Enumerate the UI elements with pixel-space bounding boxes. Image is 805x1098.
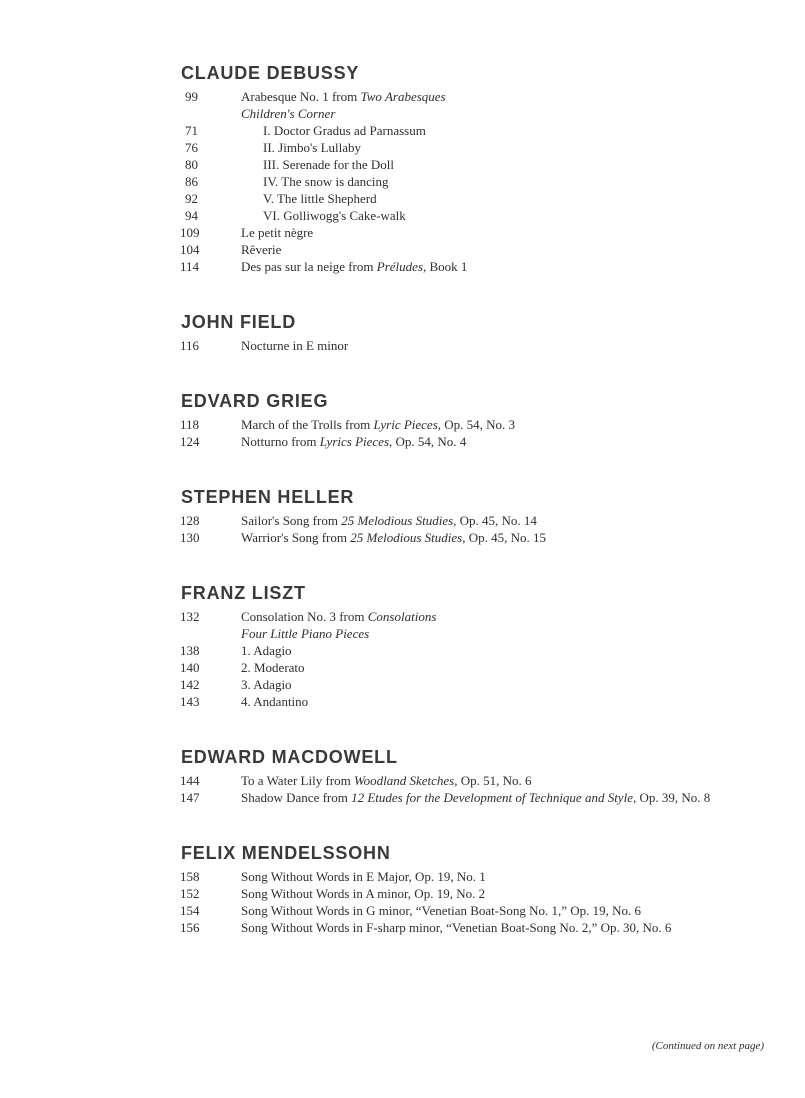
title-segment: I. Doctor Gradus ad Parnassum bbox=[263, 123, 426, 138]
page-number: 76 bbox=[185, 140, 198, 155]
title-italic-segment: Préludes bbox=[376, 259, 423, 274]
toc-entry bbox=[180, 156, 775, 173]
page-number: 71 bbox=[185, 123, 198, 138]
toc-entry bbox=[180, 337, 775, 354]
composer-section bbox=[180, 488, 775, 546]
title-segment: Song Without Words in A minor, Op. 19, No. 2 bbox=[241, 886, 486, 901]
piece-title bbox=[241, 919, 671, 936]
toc-entry bbox=[180, 642, 775, 659]
page-number: 99 bbox=[185, 89, 198, 104]
piece-title bbox=[241, 659, 305, 676]
page-number: 142 bbox=[180, 677, 200, 692]
toc-entry bbox=[180, 885, 775, 902]
piece-title bbox=[263, 156, 394, 173]
piece-title bbox=[241, 241, 281, 258]
piece-title bbox=[241, 608, 436, 625]
toc-entry bbox=[180, 190, 775, 207]
title-segment: , Op. 45, No. 14 bbox=[453, 513, 537, 528]
title-segment: Le petit nègre bbox=[241, 225, 314, 240]
title-segment: Nocturne in E minor bbox=[241, 338, 349, 353]
page-number: 158 bbox=[180, 869, 200, 884]
title-segment: , Op. 51, No. 6 bbox=[454, 773, 532, 788]
title-italic-segment: 25 Melodious Studies bbox=[350, 530, 463, 545]
title-segment: V. The little Shepherd bbox=[263, 191, 377, 206]
composer-section bbox=[180, 584, 775, 710]
page-number: 128 bbox=[180, 513, 200, 528]
title-segment: Arabesque No. 1 from bbox=[241, 89, 361, 104]
toc-entry bbox=[180, 512, 775, 529]
title-segment: 1. Adagio bbox=[241, 643, 292, 658]
page-number: 104 bbox=[180, 242, 200, 257]
title-segment: , Op. 54, No. 3 bbox=[437, 417, 516, 432]
title-segment: 2. Moderato bbox=[241, 660, 305, 675]
toc-entry bbox=[180, 659, 775, 676]
piece-title bbox=[241, 105, 335, 122]
toc-entry bbox=[180, 676, 775, 693]
continued-note: (Continued on next page) bbox=[651, 1040, 764, 1052]
piece-title bbox=[241, 512, 537, 529]
piece-title bbox=[241, 676, 292, 693]
title-italic-segment: Two Arabesques bbox=[360, 89, 446, 104]
piece-title bbox=[241, 224, 313, 241]
toc-entry bbox=[180, 693, 775, 710]
piece-title bbox=[241, 258, 467, 275]
page-number: 130 bbox=[180, 530, 200, 545]
toc-entry bbox=[180, 241, 775, 258]
piece-title bbox=[241, 433, 466, 450]
page-number: 109 bbox=[180, 225, 200, 240]
piece-title bbox=[263, 139, 361, 156]
piece-title bbox=[241, 885, 485, 902]
piece-title bbox=[241, 416, 515, 433]
toc-entry bbox=[180, 105, 775, 122]
title-segment: , Op. 54, No. 4 bbox=[389, 434, 467, 449]
title-segment: VI. Golliwogg's Cake-walk bbox=[263, 208, 406, 223]
composer-section bbox=[180, 392, 775, 450]
composer-heading: FRANZ LISZT bbox=[181, 583, 306, 603]
page-number: 138 bbox=[180, 643, 200, 658]
title-italic-segment: 12 Etudes for the Development of Technique and Style bbox=[351, 790, 633, 805]
toc-entry bbox=[180, 529, 775, 546]
piece-title bbox=[241, 868, 486, 885]
title-italic-segment: Woodland Sketches bbox=[353, 773, 455, 788]
title-segment: Rêverie bbox=[241, 242, 282, 257]
title-segment: Sailor's Song from bbox=[241, 513, 342, 528]
piece-title bbox=[263, 190, 377, 207]
composer-heading: CLAUDE DEBUSSY bbox=[181, 63, 360, 83]
piece-title bbox=[241, 529, 546, 546]
title-segment: Warrior's Song from bbox=[241, 530, 351, 545]
piece-title bbox=[241, 88, 446, 105]
composer-heading: EDVARD GRIEG bbox=[181, 391, 329, 411]
page-number: 86 bbox=[185, 174, 198, 189]
piece-title bbox=[263, 173, 389, 190]
title-segment: , Book 1 bbox=[422, 259, 468, 274]
title-italic-segment: Consolations bbox=[367, 609, 437, 624]
title-italic-segment: 25 Melodious Studies bbox=[341, 513, 454, 528]
composer-heading: STEPHEN HELLER bbox=[181, 487, 355, 507]
title-italic-segment: Children's Corner bbox=[241, 106, 336, 121]
title-segment: IV. The snow is dancing bbox=[263, 174, 389, 189]
page-number: 140 bbox=[180, 660, 200, 675]
toc-entry bbox=[180, 224, 775, 241]
page-number: 154 bbox=[180, 903, 200, 918]
piece-title bbox=[263, 207, 406, 224]
title-italic-segment: Four Little Piano Pieces bbox=[241, 626, 370, 641]
piece-title bbox=[241, 693, 308, 710]
page-number: 143 bbox=[180, 694, 200, 709]
composer-section bbox=[180, 64, 775, 275]
page-number: 114 bbox=[180, 259, 200, 274]
title-segment: To a Water Lily from bbox=[241, 773, 354, 788]
composer-section bbox=[180, 313, 775, 354]
toc-entry bbox=[180, 258, 775, 275]
page-number: 124 bbox=[180, 434, 200, 449]
piece-title bbox=[241, 337, 348, 354]
composer-section bbox=[180, 748, 775, 806]
page-number: 147 bbox=[180, 790, 200, 805]
title-segment: Des pas sur la neige from bbox=[241, 259, 377, 274]
composer-heading: EDWARD MACDOWELL bbox=[181, 747, 398, 767]
title-segment: Song Without Words in F-sharp minor, “Venetian Boat-Song No. 2,” Op. 30, No. 6 bbox=[241, 920, 672, 935]
title-segment: , Op. 39, No. 8 bbox=[632, 790, 711, 805]
page-number: 80 bbox=[185, 157, 198, 172]
piece-title bbox=[241, 642, 292, 659]
piece-title bbox=[241, 789, 710, 806]
page-number: 156 bbox=[180, 920, 200, 935]
toc-entry bbox=[180, 122, 775, 139]
title-segment: 4. Andantino bbox=[241, 694, 309, 709]
title-segment: , Op. 45, No. 15 bbox=[462, 530, 546, 545]
toc-entry bbox=[180, 789, 775, 806]
title-segment: 3. Adagio bbox=[241, 677, 292, 692]
toc-entry bbox=[180, 173, 775, 190]
title-segment: Consolation No. 3 from bbox=[241, 609, 368, 624]
title-segment: Notturno from bbox=[241, 434, 320, 449]
page-number: 144 bbox=[180, 773, 200, 788]
page-number: 152 bbox=[180, 886, 200, 901]
toc-entry bbox=[180, 207, 775, 224]
toc-entry bbox=[180, 139, 775, 156]
page-number: 118 bbox=[180, 417, 200, 432]
toc-entry bbox=[180, 433, 775, 450]
toc-entry bbox=[180, 416, 775, 433]
toc-entry bbox=[180, 625, 775, 642]
composer-heading: JOHN FIELD bbox=[181, 312, 297, 332]
page-number: 92 bbox=[185, 191, 198, 206]
toc-entry bbox=[180, 868, 775, 885]
piece-title bbox=[241, 902, 641, 919]
title-segment: III. Serenade for the Doll bbox=[263, 157, 395, 172]
piece-title bbox=[263, 122, 426, 139]
title-italic-segment: Lyric Pieces bbox=[373, 417, 438, 432]
page-number: 116 bbox=[180, 338, 200, 353]
piece-title bbox=[241, 625, 369, 642]
toc-entry bbox=[180, 919, 775, 936]
title-segment: Song Without Words in E Major, Op. 19, No. 1 bbox=[241, 869, 486, 884]
toc-entry bbox=[180, 772, 775, 789]
toc bbox=[180, 64, 775, 974]
toc-entry bbox=[180, 608, 775, 625]
title-segment: II. Jimbo's Lullaby bbox=[263, 140, 362, 155]
title-italic-segment: Lyrics Pieces bbox=[319, 434, 390, 449]
toc-entry bbox=[180, 88, 775, 105]
page-number: 132 bbox=[180, 609, 200, 624]
title-segment: Song Without Words in G minor, “Venetian Boat-Song No. 1,” Op. 19, No. 6 bbox=[241, 903, 642, 918]
composer-section bbox=[180, 844, 775, 936]
composer-heading: FELIX MENDELSSOHN bbox=[181, 843, 391, 863]
piece-title bbox=[241, 772, 532, 789]
title-segment: March of the Trolls from bbox=[241, 417, 374, 432]
toc-entry bbox=[180, 902, 775, 919]
title-segment: Shadow Dance from bbox=[241, 790, 352, 805]
page-number: 94 bbox=[185, 208, 198, 223]
